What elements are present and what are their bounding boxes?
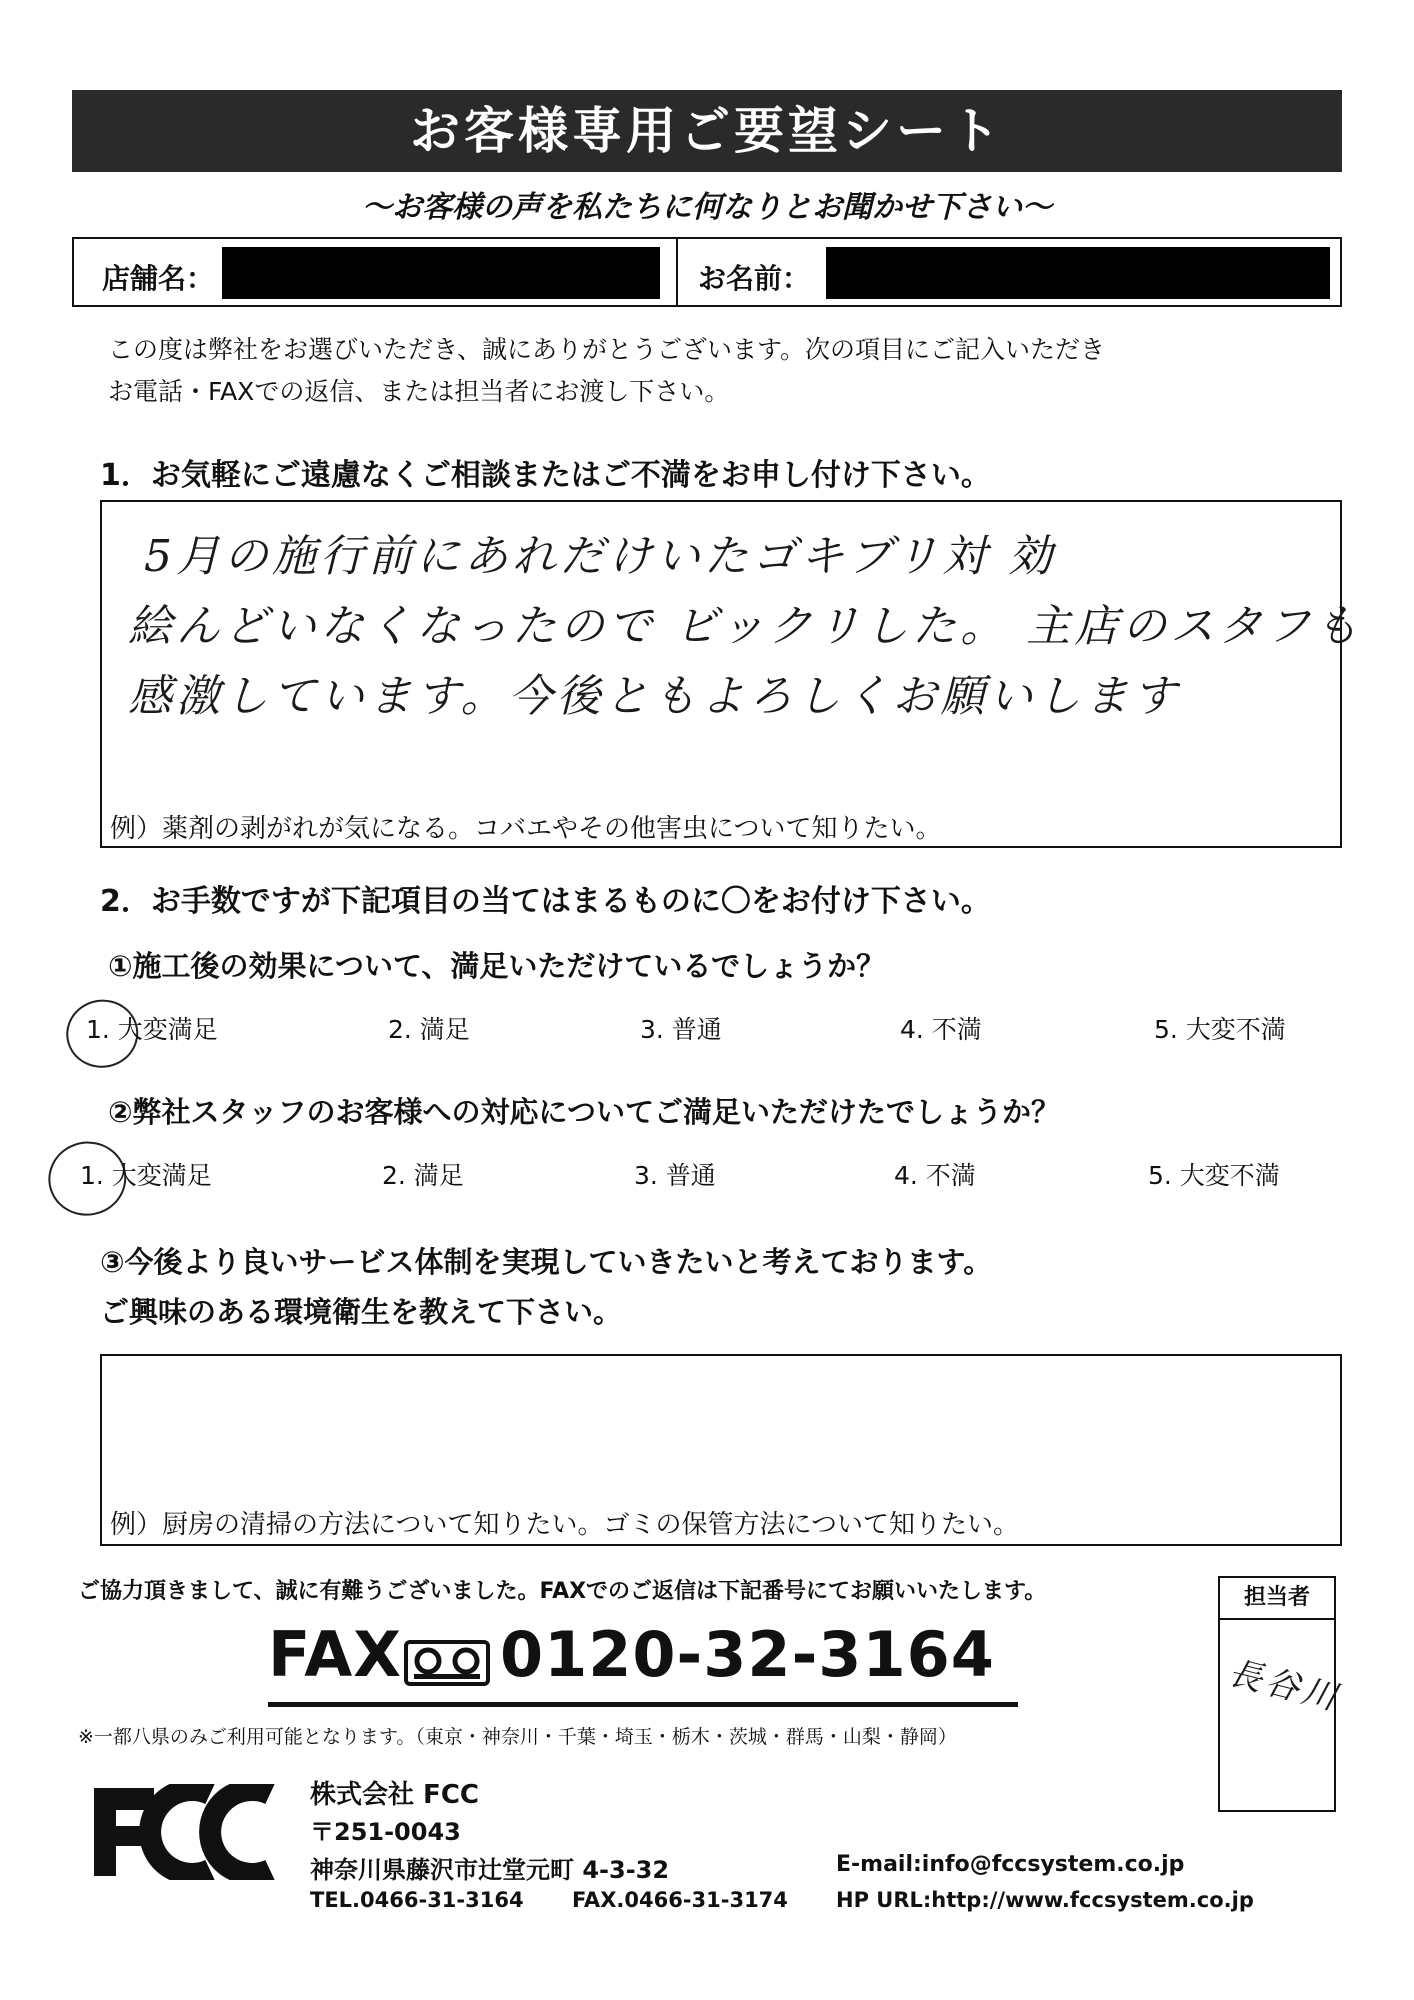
- freedial-icon: [404, 1640, 490, 1686]
- section2-heading: 2．お手数ですが下記項目の当てはまるものに〇をお付け下さい。: [100, 884, 991, 919]
- q2-text: ②弊社スタッフのお客様への対応についてご満足いただけたでしょうか？: [108, 1095, 1060, 1129]
- fax-label: FAX: [268, 1618, 403, 1691]
- store-label: 店舗名：: [102, 262, 215, 295]
- q3-line-1: ③今後より良いサービス体制を実現していきたいと考えております。: [100, 1245, 993, 1279]
- section1-example: 例）薬剤の剥がれが気になる。コバエやその他害虫について知りたい。: [110, 814, 942, 844]
- q1-option-2[interactable]: 2. 満足: [388, 1015, 470, 1044]
- fcc-logo: [92, 1784, 278, 1880]
- q1-text: ①施工後の効果について、満足いただけているでしょうか？: [108, 949, 886, 983]
- email[interactable]: E-mail:info@fccsystem.co.jp: [836, 1852, 1185, 1877]
- q2-option-2[interactable]: 2. 満足: [382, 1161, 464, 1190]
- name-label: お名前：: [698, 262, 811, 295]
- info-divider: [676, 239, 678, 305]
- store-name-redacted: [222, 247, 660, 299]
- q1-option-1[interactable]: 1. 大変満足: [86, 1015, 218, 1044]
- comment-box[interactable]: [100, 500, 1363, 848]
- company-name: 株式会社 FCC: [310, 1780, 479, 1810]
- fax-number: 0120-32-3164: [500, 1618, 995, 1691]
- interest-box[interactable]: [100, 1354, 1342, 1546]
- q1-option-4[interactable]: 4. 不満: [900, 1015, 982, 1044]
- sheet-title: お客様専用ご要望シート: [72, 90, 1342, 172]
- sheet-subtitle: ～お客様の声を私たちに何なりとお聞かせ下さい～: [362, 190, 1052, 225]
- homepage-url[interactable]: HP URL:http://www.fccsystem.co.jp: [836, 1888, 1254, 1912]
- q1-option-3[interactable]: 3. 普通: [640, 1015, 722, 1044]
- q3-line-2: ご興味のある環境衛生を教えて下さい。: [100, 1295, 623, 1329]
- staff-label: 担当者: [1220, 1578, 1334, 1620]
- customer-name-redacted: [826, 247, 1330, 299]
- q2-option-5[interactable]: 5. 大変不満: [1148, 1161, 1280, 1190]
- address: 神奈川県藤沢市辻堂元町 4-3-32: [310, 1856, 670, 1884]
- section1-heading: 1．お気軽にご遠慮なくご相談またはご不満をお申し付け下さい。: [100, 458, 991, 493]
- intro-line-1: この度は弊社をお選びいただき、誠にありがとうございます。次の項目にご記入いただき: [108, 335, 1106, 364]
- fax-footer: FAX.0466-31-3174: [572, 1888, 788, 1912]
- fax-underline: [268, 1702, 1018, 1707]
- intro-line-2: お電話・FAXでの返信、または担当者にお渡し下さい。: [108, 377, 730, 406]
- thanks-text: ご協力頂きまして、誠に有難うございました。FAXでのご返信は下記番号にてお願いいたします。: [78, 1579, 1047, 1604]
- q3-example: 例）厨房の清掃の方法について知りたい。ゴミの保管方法について知りたい。: [110, 1510, 1019, 1540]
- handwritten-line-2: 絵んどいなくなったので ビックリした。 主店のスタフも: [128, 601, 1363, 652]
- q1-option-5[interactable]: 5. 大変不満: [1154, 1015, 1286, 1044]
- staff-handwritten: 長谷川: [1224, 1652, 1345, 1720]
- area-note: ※一都八県のみご利用可能となります。（東京・神奈川・千葉・埼玉・栃木・茨城・群馬・山梨・静岡）: [78, 1726, 957, 1748]
- tel: TEL.0466-31-3164: [310, 1888, 524, 1912]
- q2-option-4[interactable]: 4. 不満: [894, 1161, 976, 1190]
- customer-info-row: [72, 237, 1342, 307]
- postal-code: 〒251-0043: [310, 1818, 461, 1846]
- handwritten-line-3: 感激しています。今後ともよろしくお願いします: [128, 671, 1181, 722]
- handwritten-line-1: 5月の施行前にあれだけいたゴキブリ対 効: [144, 531, 1057, 582]
- q2-option-3[interactable]: 3. 普通: [634, 1161, 716, 1190]
- q2-option-1[interactable]: 1. 大変満足: [80, 1161, 212, 1190]
- staff-box: [1218, 1576, 1345, 1812]
